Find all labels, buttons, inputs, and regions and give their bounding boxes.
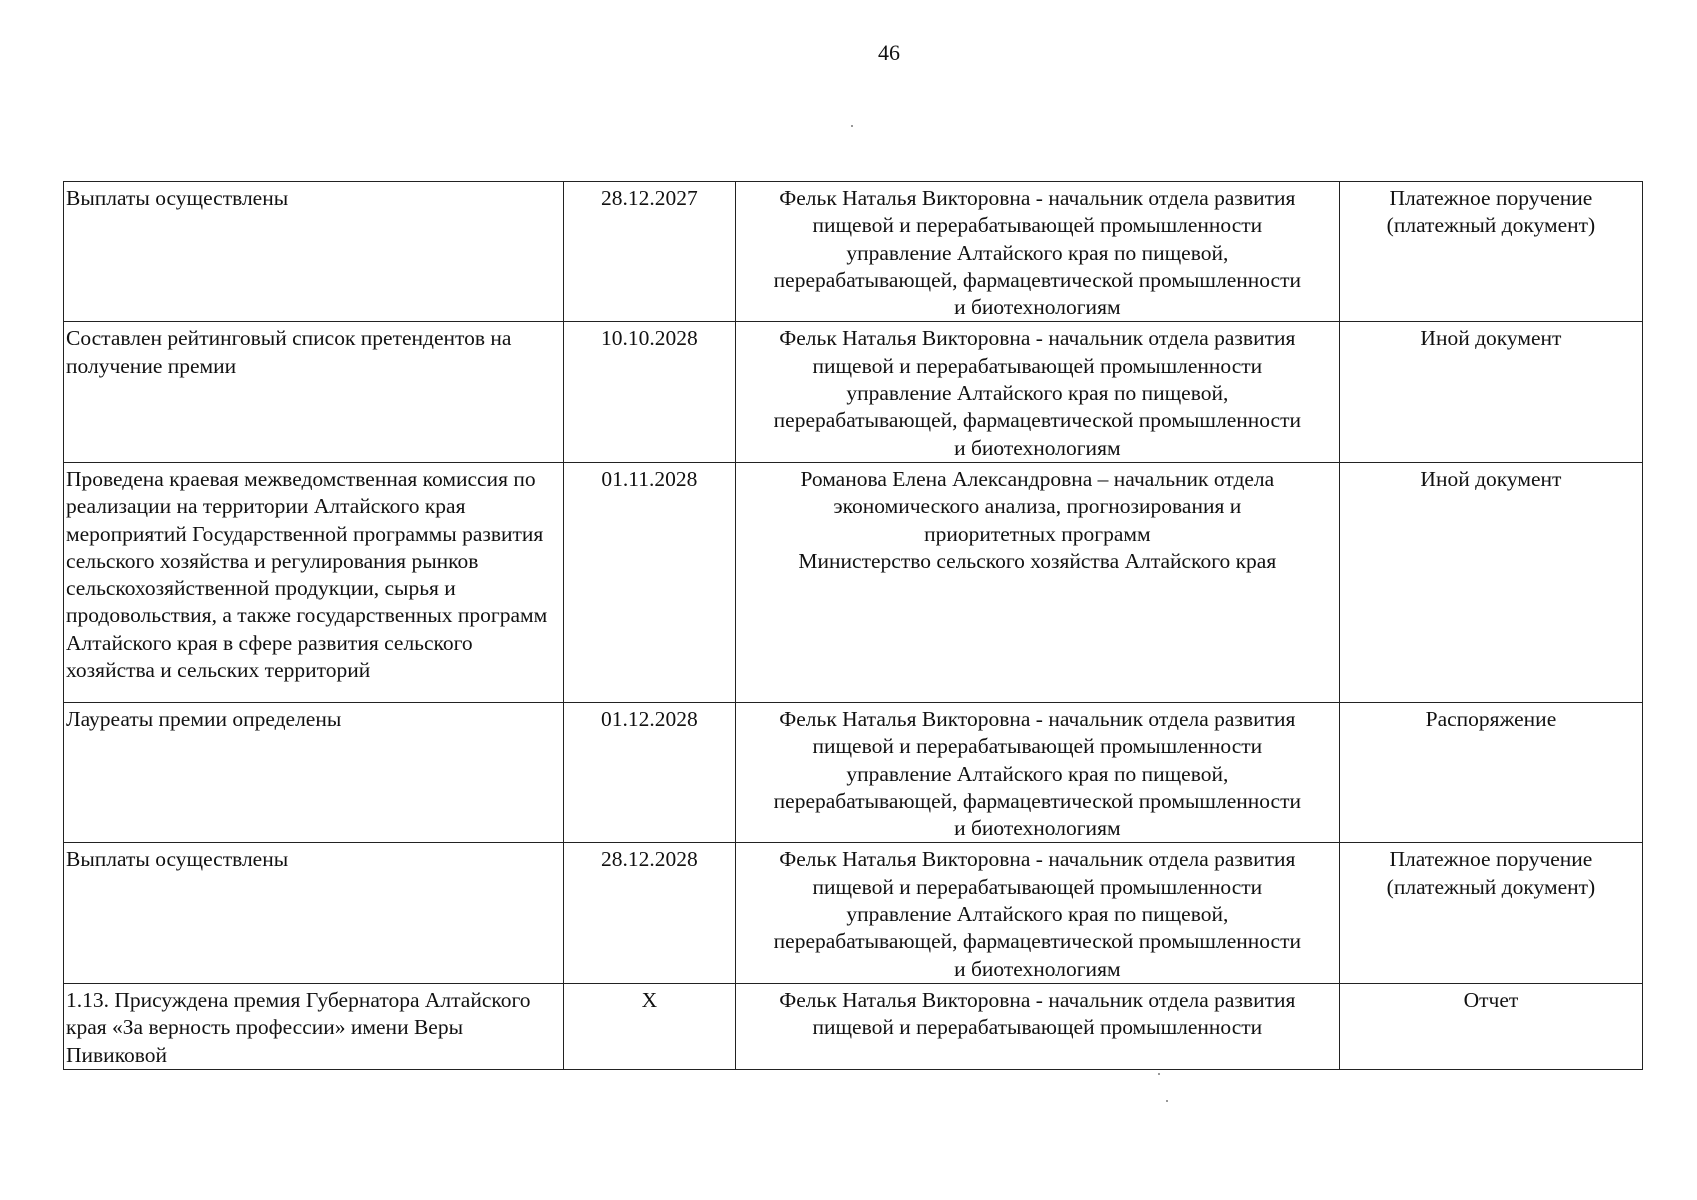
scan-speck — [851, 125, 853, 127]
event-text: Выплаты осуществлены — [66, 186, 289, 210]
event-text: Проведена краевая межведомственная комиссия по реализации на территории Алтайского края мероприятий Государственной программы развития сельского хозяйства и регулирования рынков сельскохозяйственной продукции, сырья и продовольствия, а также государственных программ Алтайского края в сфере развития сельского хозяйства и сельских территорий — [66, 466, 548, 683]
responsible-line: перерабатывающей, фармацевтической промышленности — [773, 267, 1301, 292]
responsible-line: приоритетных программ — [924, 521, 1151, 546]
event-text: Составлен рейтинговый список претендентов на получение премии — [66, 326, 512, 378]
scan-speck — [1158, 1073, 1160, 1075]
document-line: (платежный документ) — [1386, 213, 1596, 238]
responsible-line: и биотехнологиям — [954, 956, 1121, 981]
table-row — [64, 182, 1643, 322]
date-cell: 01.12.2028 — [563, 702, 735, 842]
responsible-line: и биотехнологиям — [954, 816, 1121, 841]
document-cell — [1339, 182, 1642, 322]
document-line: Отчет — [1463, 987, 1519, 1012]
table-row — [64, 983, 1643, 1069]
date-cell: 01.11.2028 — [563, 462, 735, 702]
event-cell — [64, 843, 564, 983]
document-line: Платежное поручение — [1389, 847, 1593, 872]
responsible-line: и биотехнологиям — [954, 295, 1121, 320]
responsible-line: экономического анализа, прогнозирования и — [833, 494, 1242, 519]
event-cell — [64, 983, 564, 1069]
responsible-line: управление Алтайского края по пищевой, — [846, 240, 1229, 265]
date-cell: X — [563, 983, 735, 1069]
document-line: Распоряжение — [1425, 706, 1557, 731]
table-row — [64, 702, 1643, 842]
responsible-line: Фельк Наталья Викторовна - начальник отдела развития — [779, 326, 1296, 351]
responsible-line: Фельк Наталья Викторовна - начальник отдела развития — [779, 186, 1296, 210]
document-cell — [1339, 702, 1642, 842]
responsible-line: пищевой и перерабатывающей промышленности — [812, 874, 1263, 899]
scan-speck — [1166, 1100, 1168, 1102]
responsible-line: Фельк Наталья Викторовна - начальник отдела развития — [779, 706, 1296, 731]
table-row — [64, 462, 1643, 702]
responsible-line: перерабатывающей, фармацевтической промышленности — [773, 929, 1301, 954]
document-cell — [1339, 322, 1642, 462]
event-cell — [64, 462, 564, 702]
responsible-line: управление Алтайского края по пищевой, — [846, 902, 1229, 927]
date-cell: 10.10.2028 — [563, 322, 735, 462]
responsible-cell — [735, 843, 1339, 983]
date-cell: 28.12.2028 — [563, 843, 735, 983]
document-line: Иной документ — [1420, 326, 1562, 351]
responsible-line: пищевой и перерабатывающей промышленности — [812, 353, 1263, 378]
responsible-cell — [735, 702, 1339, 842]
event-text: Выплаты осуществлены — [66, 847, 289, 872]
responsible-line: и биотехнологиям — [954, 435, 1121, 460]
responsible-cell — [735, 983, 1339, 1069]
event-cell — [64, 702, 564, 842]
document-cell — [1339, 983, 1642, 1069]
document-line: Иной документ — [1420, 466, 1562, 491]
responsible-line: Министерство сельского хозяйства Алтайского края — [798, 548, 1277, 573]
responsible-line: пищевой и перерабатывающей промышленности — [812, 1015, 1263, 1040]
page-number: 46 — [878, 40, 900, 65]
document-cell — [1339, 843, 1642, 983]
responsible-line: Романова Елена Александровна – начальник отдела — [800, 466, 1275, 491]
event-text: Лауреаты премии определены — [66, 706, 342, 731]
document-cell — [1339, 462, 1642, 702]
table-row — [64, 843, 1643, 983]
table-row — [64, 322, 1643, 462]
document-line: (платежный документ) — [1386, 874, 1596, 899]
responsible-line: пищевой и перерабатывающей промышленности — [812, 213, 1263, 238]
responsible-line: Фельк Наталья Викторовна - начальник отдела развития — [779, 987, 1296, 1012]
responsible-line: управление Алтайского края по пищевой, — [846, 761, 1229, 786]
document-line: Платежное поручение — [1389, 186, 1593, 210]
responsible-line: управление Алтайского края по пищевой, — [846, 381, 1229, 406]
event-cell — [64, 322, 564, 462]
responsible-line: Фельк Наталья Викторовна - начальник отдела развития — [779, 847, 1296, 872]
responsible-line: пищевой и перерабатывающей промышленности — [812, 734, 1263, 759]
responsible-line: перерабатывающей, фармацевтической промышленности — [773, 408, 1301, 433]
events-table — [63, 181, 1643, 1070]
responsible-cell — [735, 322, 1339, 462]
date-cell: 28.12.2027 — [563, 182, 735, 322]
responsible-cell — [735, 182, 1339, 322]
responsible-line: перерабатывающей, фармацевтической промышленности — [773, 788, 1301, 813]
event-cell — [64, 182, 564, 322]
event-text: 1.13. Присуждена премия Губернатора Алтайского края «За верность профессии» имени Веры Пивиковой — [66, 987, 531, 1067]
responsible-cell — [735, 462, 1339, 702]
